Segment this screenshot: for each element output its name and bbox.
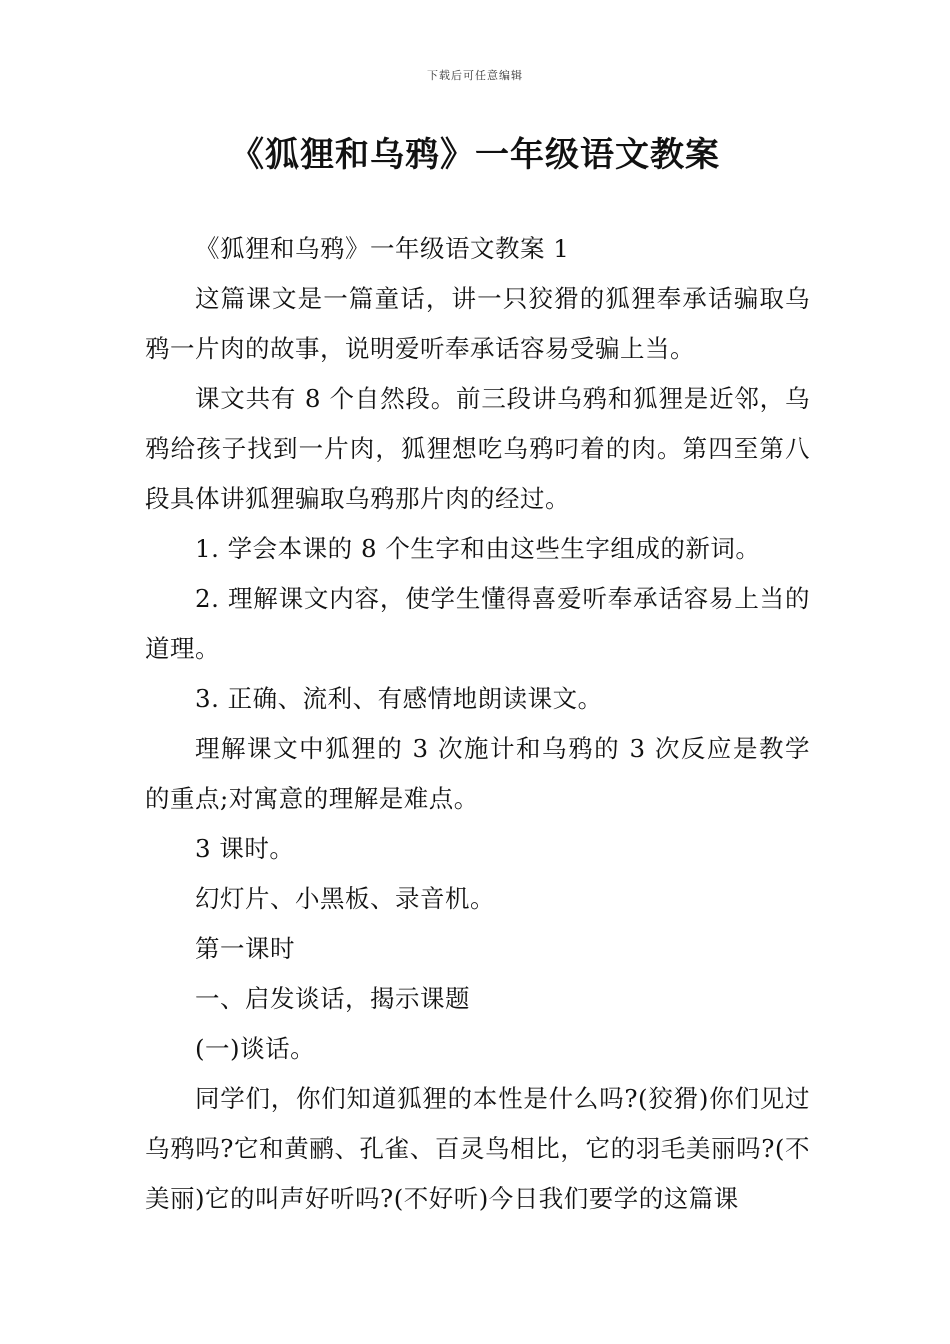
header-note: 下载后可任意编辑: [427, 69, 523, 82]
paragraph-first-lesson: 第一课时: [195, 934, 295, 963]
paragraph-goal-2: 2. 理解课文内容，使学生懂得喜爱听奉承话容易上当的道理。: [145, 584, 810, 663]
paragraph-hours: 3 课时。: [195, 834, 295, 863]
document-title: 《狐狸和乌鸦》一年级语文教案: [230, 135, 720, 175]
paragraph-key-points: 理解课文中狐狸的 3 次施计和乌鸦的 3 次反应是教学的重点;对寓意的理解是难点。: [145, 734, 810, 813]
document-body: [145, 224, 810, 1224]
paragraph-materials: 幻灯片、小黑板、录音机。: [195, 884, 495, 913]
paragraph-subsection-1: (一)谈话。: [195, 1034, 316, 1063]
paragraph-discussion: 同学们，你们知道狐狸的本性是什么吗?(狡猾)你们见过乌鸦吗?它和黄鹂、孔雀、百灵鸟相比，它的羽毛美丽吗?(不美丽)它的叫声好听吗?(不好听)今日我们要学的这篇课: [145, 1084, 810, 1213]
paragraph-goal-1: 1. 学会本课的 8 个生字和由这些生字组成的新词。: [195, 534, 761, 563]
paragraph-goal-3: 3. 正确、流利、有感情地朗读课文。: [195, 684, 603, 713]
paragraph-structure: 课文共有 8 个自然段。前三段讲乌鸦和狐狸是近邻，乌鸦给孩子找到一片肉，狐狸想吃乌鸦叼着的肉。第四至第八段具体讲狐狸骗取乌鸦那片肉的经过。: [145, 384, 810, 513]
paragraph-lesson-heading: 《狐狸和乌鸦》一年级语文教案 1: [195, 234, 570, 263]
paragraph-section-1: 一、启发谈话，揭示课题: [195, 984, 470, 1013]
paragraph-intro: 这篇课文是一篇童话，讲一只狡猾的狐狸奉承话骗取乌鸦一片肉的故事，说明爱听奉承话容易受骗上当。: [145, 284, 810, 363]
